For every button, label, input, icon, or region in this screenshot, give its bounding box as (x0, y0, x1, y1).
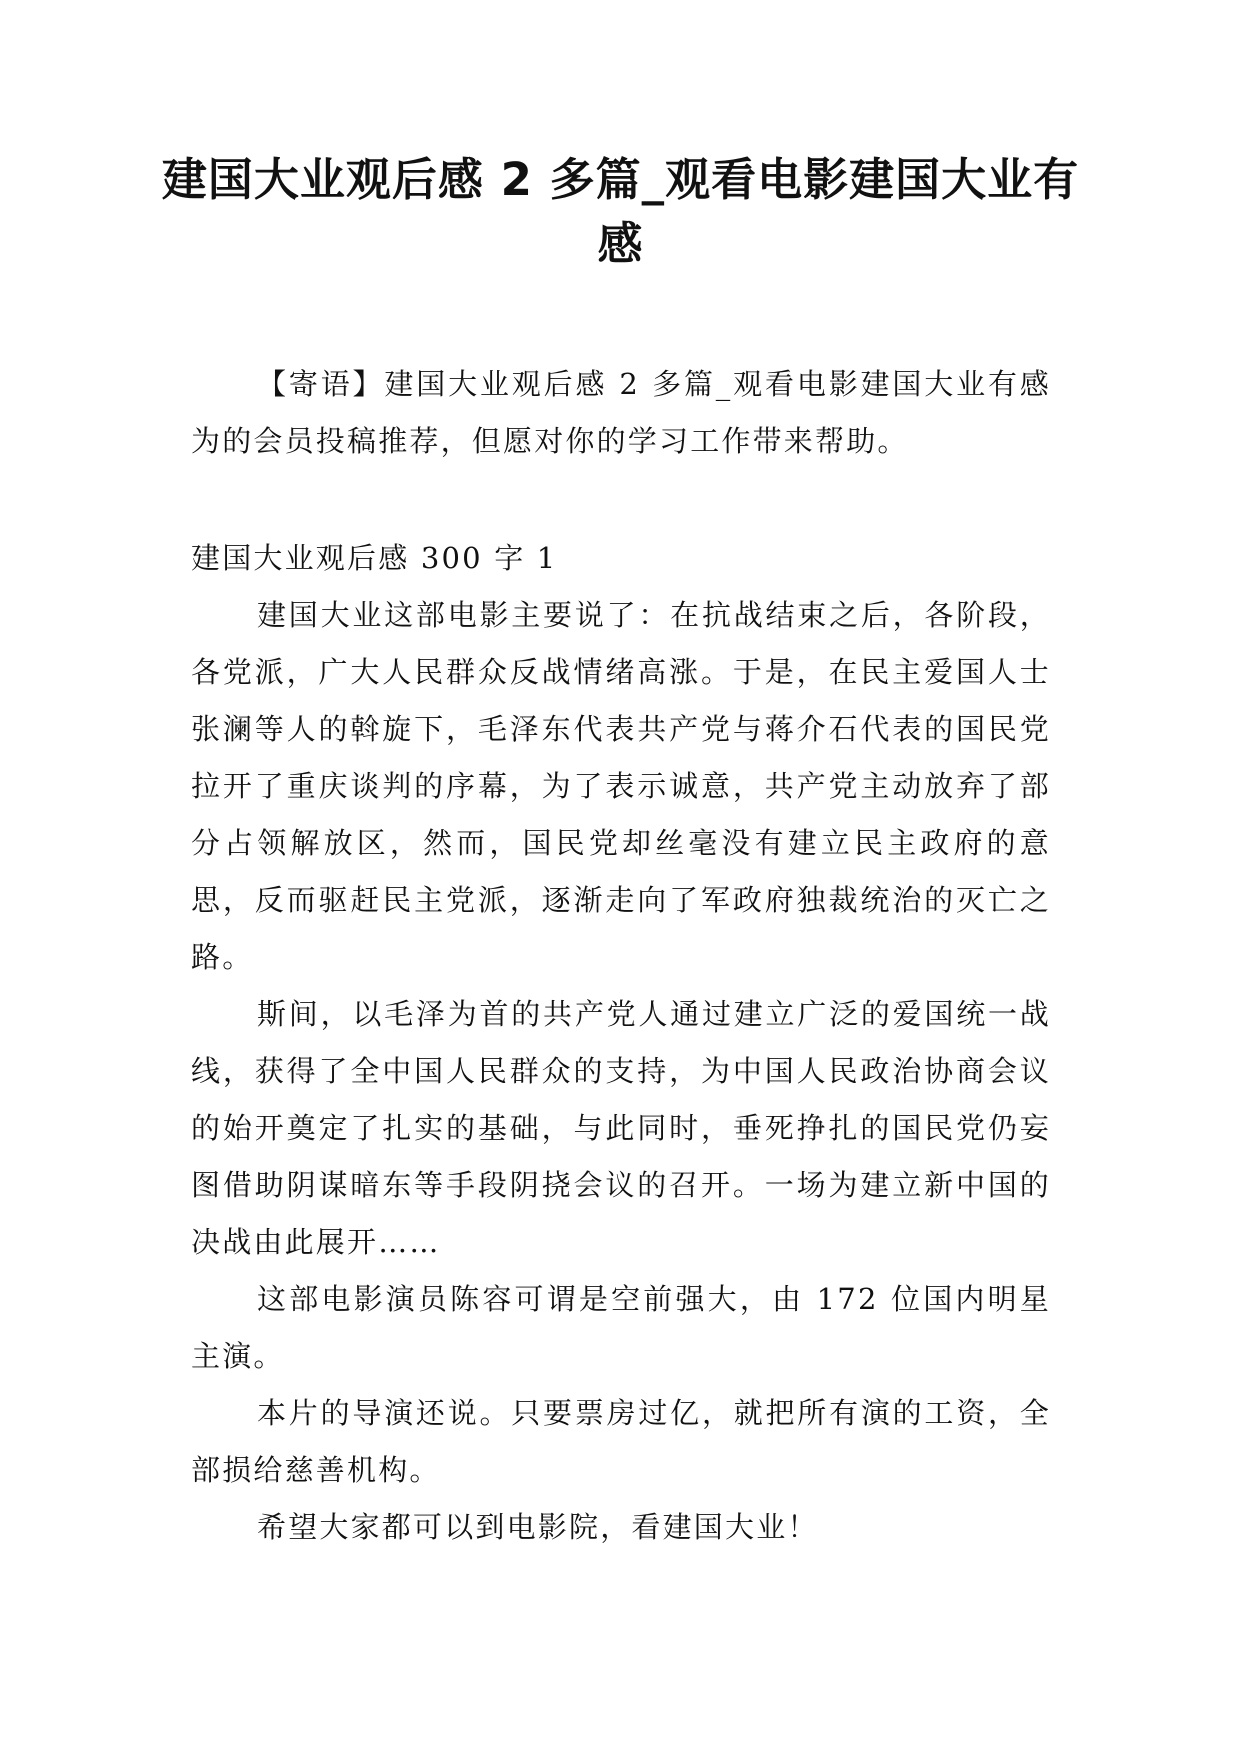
body-paragraph-5: 希望大家都可以到电影院，看建国大业！ (257, 1510, 819, 1544)
document-body (191, 356, 1051, 1556)
document-title: 建国大业观后感 2 多篇_观看电影建国大业有感 (161, 153, 1080, 270)
section-heading: 建国大业观后感 300 字 1 (191, 541, 558, 575)
intro-paragraph: 【寄语】建国大业观后感 2 多篇_观看电影建国大业有感为的会员投稿推荐，但愿对你的学习工作带来帮助。 (191, 367, 1051, 458)
body-paragraph-1: 建国大业这部电影主要说了：在抗战结束之后，各阶段，各党派，广大人民群众反战情绪高涨。于是，在民主爱国人士张澜等人的斡旋下，毛泽东代表共产党与蒋介石代表的国民党拉开了重庆谈判的序幕，为了表示诚意，共产党主动放弃了部分占领解放区，然而，国民党却丝毫没有建立民主政府的意思，反而驱赶民主党派，逐渐走向了军政府独裁统治的灭亡之路。 (191, 598, 1051, 974)
body-paragraph-2: 斯间，以毛泽为首的共产党人通过建立广泛的爱国统一战线，获得了全中国人民群众的支持，为中国人民政治协商会议的始开奠定了扎实的基础，与此同时，垂死挣扎的国民党仍妄图借助阴谋暗东等手段阴挠会议的召开。一场为建立新中国的决战由此展开…… (191, 997, 1051, 1259)
body-paragraph-3: 这部电影演员陈容可谓是空前强大，由 172 位国内明星主演。 (191, 1282, 1051, 1373)
body-paragraph-4: 本片的导演还说。只要票房过亿，就把所有演的工资，全部损给慈善机构。 (191, 1396, 1051, 1487)
